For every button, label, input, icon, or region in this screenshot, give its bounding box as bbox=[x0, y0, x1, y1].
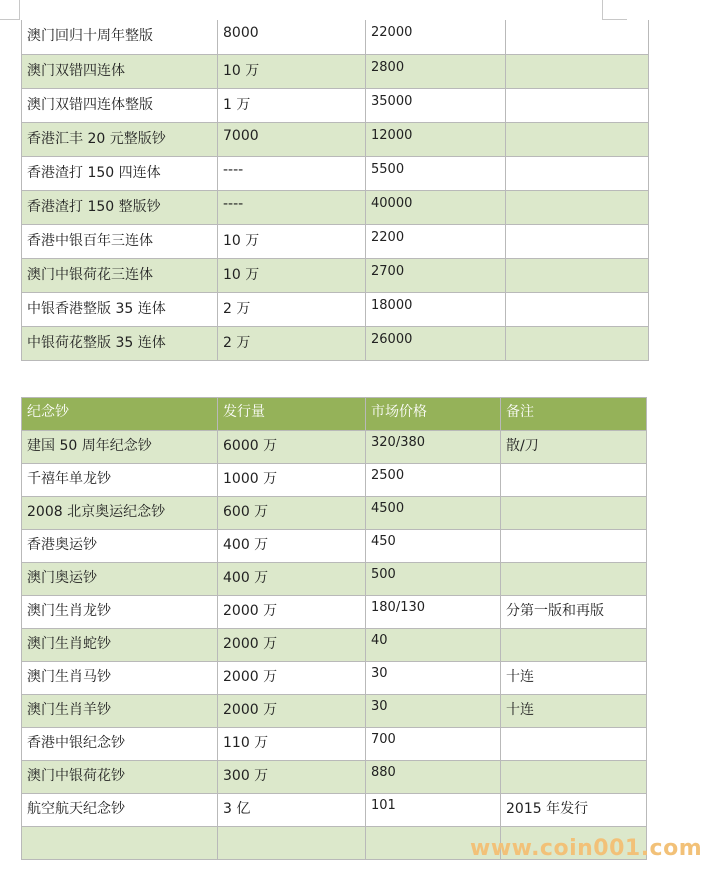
cell-price: 2500 bbox=[366, 464, 501, 497]
cell-price: 35000 bbox=[366, 88, 506, 122]
cell-note: 2015 年发行 bbox=[501, 794, 647, 827]
cell-issue: 7000 bbox=[218, 122, 366, 156]
table-row bbox=[22, 54, 649, 88]
cell-issue: 8000 bbox=[218, 20, 366, 54]
cell-issue: 1 万 bbox=[218, 88, 366, 122]
cell-name: 航空航天纪念钞 bbox=[22, 794, 218, 827]
cell-note bbox=[501, 629, 647, 662]
cell-note: 十连 bbox=[501, 695, 647, 728]
cell-price: 2200 bbox=[366, 224, 506, 258]
cell-price: 500 bbox=[366, 563, 501, 596]
commemorative-banknote-table bbox=[21, 397, 647, 860]
cell-price: 2800 bbox=[366, 54, 506, 88]
cell-price: 18000 bbox=[366, 292, 506, 326]
cell-issue: 110 万 bbox=[218, 728, 366, 761]
cell-price: 2700 bbox=[366, 258, 506, 292]
cell-issue: 6000 万 bbox=[218, 431, 366, 464]
cell-note: 十连 bbox=[501, 662, 647, 695]
table-row bbox=[22, 596, 647, 629]
cell-issue: 400 万 bbox=[218, 530, 366, 563]
cell-price: 22000 bbox=[366, 20, 506, 54]
cell-price: 320/380 bbox=[366, 431, 501, 464]
cell-name: 澳门生肖龙钞 bbox=[22, 596, 218, 629]
cell-price: 880 bbox=[366, 761, 501, 794]
cell-note bbox=[501, 761, 647, 794]
table-row bbox=[22, 794, 647, 827]
table-row bbox=[22, 122, 649, 156]
table-row bbox=[22, 662, 647, 695]
table-row bbox=[22, 224, 649, 258]
header-note: 备注 bbox=[501, 398, 647, 431]
cell-name: 香港渣打 150 四连体 bbox=[22, 156, 218, 190]
cell-price: 700 bbox=[366, 728, 501, 761]
cell-name: 澳门奥运钞 bbox=[22, 563, 218, 596]
cell-name: 香港渣打 150 整版钞 bbox=[22, 190, 218, 224]
cell-note bbox=[506, 156, 649, 190]
cell-note bbox=[506, 190, 649, 224]
table-row bbox=[22, 761, 647, 794]
cell-note bbox=[501, 728, 647, 761]
cell-name: 澳门生肖羊钞 bbox=[22, 695, 218, 728]
cell-name bbox=[22, 827, 218, 860]
cell-issue: 2 万 bbox=[218, 326, 366, 360]
table-row bbox=[22, 629, 647, 662]
cell-note: 散/刀 bbox=[501, 431, 647, 464]
cell-price: 450 bbox=[366, 530, 501, 563]
cell-issue: 10 万 bbox=[218, 258, 366, 292]
cell-issue bbox=[218, 827, 366, 860]
cell-price: 101 bbox=[366, 794, 501, 827]
cell-note bbox=[506, 122, 649, 156]
cell-name: 澳门双错四连体 bbox=[22, 54, 218, 88]
table-row bbox=[22, 292, 649, 326]
cell-name: 澳门中银荷花三连体 bbox=[22, 258, 218, 292]
cell-issue: 1000 万 bbox=[218, 464, 366, 497]
table-row bbox=[22, 258, 649, 292]
table-row bbox=[22, 88, 649, 122]
cell-issue: 600 万 bbox=[218, 497, 366, 530]
cell-issue: 2000 万 bbox=[218, 662, 366, 695]
cell-issue: ---- bbox=[218, 190, 366, 224]
banknote-sheet-table bbox=[21, 20, 649, 361]
header-issue: 发行量 bbox=[218, 398, 366, 431]
cell-name: 澳门生肖蛇钞 bbox=[22, 629, 218, 662]
cell-name: 澳门回归十周年整版 bbox=[22, 20, 218, 54]
cell-price: 12000 bbox=[366, 122, 506, 156]
cell-issue: 2000 万 bbox=[218, 629, 366, 662]
cell-issue: 10 万 bbox=[218, 54, 366, 88]
cell-name: 2008 北京奥运纪念钞 bbox=[22, 497, 218, 530]
cell-note bbox=[501, 563, 647, 596]
cell-name: 澳门中银荷花钞 bbox=[22, 761, 218, 794]
cell-price: 30 bbox=[366, 695, 501, 728]
cell-price: 4500 bbox=[366, 497, 501, 530]
cell-issue: ---- bbox=[218, 156, 366, 190]
cell-note bbox=[501, 530, 647, 563]
cell-issue: 300 万 bbox=[218, 761, 366, 794]
cell-price: 30 bbox=[366, 662, 501, 695]
table-row bbox=[22, 464, 647, 497]
table-header-row bbox=[22, 398, 647, 431]
cell-issue: 2 万 bbox=[218, 292, 366, 326]
table-row bbox=[22, 20, 649, 54]
table-row bbox=[22, 695, 647, 728]
cell-note bbox=[506, 258, 649, 292]
table-row bbox=[22, 431, 647, 464]
cell-note bbox=[501, 497, 647, 530]
cell-name: 香港汇丰 20 元整版钞 bbox=[22, 122, 218, 156]
cell-issue: 2000 万 bbox=[218, 695, 366, 728]
cell-name: 中银荷花整版 35 连体 bbox=[22, 326, 218, 360]
cell-name: 香港奥运钞 bbox=[22, 530, 218, 563]
cell-price: 40000 bbox=[366, 190, 506, 224]
cell-note bbox=[506, 224, 649, 258]
cell-name: 澳门双错四连体整版 bbox=[22, 88, 218, 122]
cell-note bbox=[501, 464, 647, 497]
cell-name: 澳门生肖马钞 bbox=[22, 662, 218, 695]
cell-name: 千禧年单龙钞 bbox=[22, 464, 218, 497]
margin-mark-top-left-horizontal bbox=[0, 19, 20, 20]
cell-issue: 3 亿 bbox=[218, 794, 366, 827]
header-name: 纪念钞 bbox=[22, 398, 218, 431]
watermark: www.coin001.com bbox=[470, 836, 702, 861]
table-row bbox=[22, 497, 647, 530]
margin-mark-top-left-vertical bbox=[19, 0, 20, 20]
table-row bbox=[22, 728, 647, 761]
cell-issue: 10 万 bbox=[218, 224, 366, 258]
cell-note: 分第一版和再版 bbox=[501, 596, 647, 629]
cell-price: 40 bbox=[366, 629, 501, 662]
cell-note bbox=[506, 54, 649, 88]
cell-name: 香港中银纪念钞 bbox=[22, 728, 218, 761]
cell-note bbox=[506, 326, 649, 360]
cell-name: 中银香港整版 35 连体 bbox=[22, 292, 218, 326]
table-row bbox=[22, 326, 649, 360]
cell-price: 5500 bbox=[366, 156, 506, 190]
table-row bbox=[22, 563, 647, 596]
table-row bbox=[22, 530, 647, 563]
header-price: 市场价格 bbox=[366, 398, 501, 431]
cell-issue: 400 万 bbox=[218, 563, 366, 596]
cell-name: 建国 50 周年纪念钞 bbox=[22, 431, 218, 464]
cell-note bbox=[506, 20, 649, 54]
margin-mark-top-right-vertical bbox=[602, 0, 603, 20]
cell-price: 180/130 bbox=[366, 596, 501, 629]
cell-note bbox=[506, 292, 649, 326]
cell-note bbox=[506, 88, 649, 122]
table-row bbox=[22, 156, 649, 190]
table-row bbox=[22, 190, 649, 224]
cell-issue: 2000 万 bbox=[218, 596, 366, 629]
cell-name: 香港中银百年三连体 bbox=[22, 224, 218, 258]
cell-price: 26000 bbox=[366, 326, 506, 360]
